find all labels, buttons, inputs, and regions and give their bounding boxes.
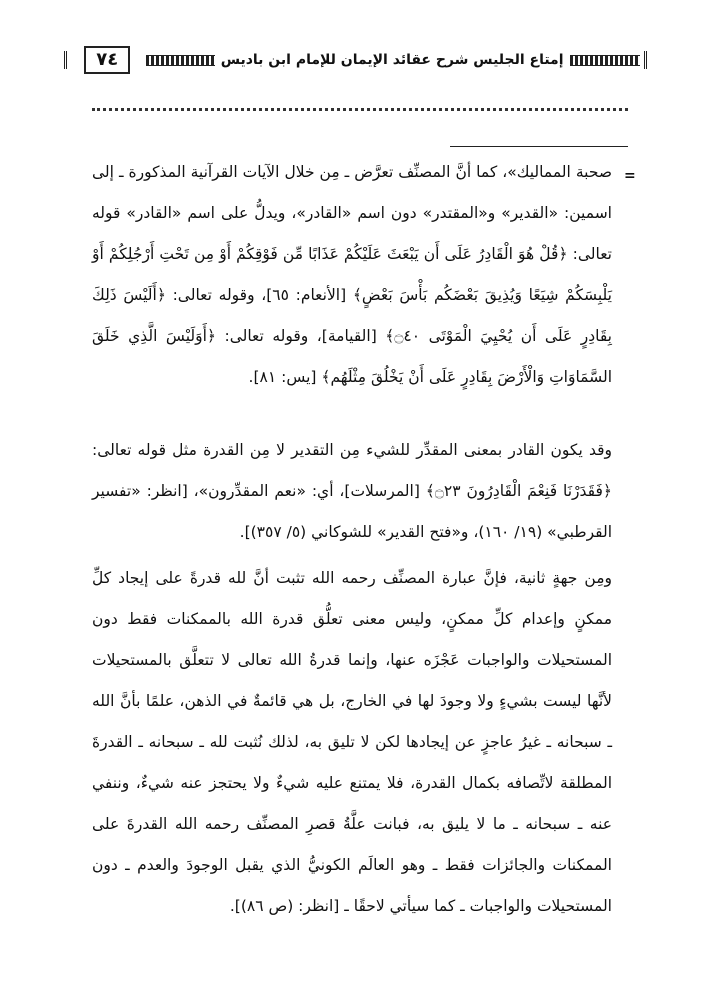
paragraph-1	[92, 152, 612, 398]
continuation-mark: =	[624, 168, 636, 184]
paragraph-1-text: صحبة المماليك»، كما أنَّ المصنِّف تعرَّض ـ مِن خلال الآيات القرآنية المذكورة ـ إلى اسمين: «القدير» و«المقتدر» دون اسم «القادر»، ويدلُّ على اسم «القادر» قوله تعالى: ﴿قُلْ هُوَ الْقَادِرُ عَلَى أَن يَبْعَثَ عَلَيْكُمْ عَذَابًا مِّن فَوْقِكُمْ أَوْ مِن تَحْتِ أَرْجُلِكُمْ أَوْ يَلْبِسَكُمْ شِيَعًا وَيُذِيقَ بَعْضَكُم بَأْسَ بَعْضٍ﴾ [الأنعام: ٦٥]، وقوله تعالى: ﴿أَلَيْسَ ذَلِكَ بِقَادِرٍ عَلَى أَن يُحْيِيَ الْمَوْتَى ۝٤٠﴾ [القيامة]، وقوله تعالى: ﴿أَوَلَيْسَ الَّذِي خَلَقَ السَّمَاوَاتِ وَالْأَرْضَ بِقَادِرٍ عَلَى أَنْ يَخْلُقَ مِثْلَهُم﴾ [يس: ٨١].	[92, 163, 612, 386]
footnote-rule	[450, 146, 628, 147]
header-ornament-bar-left	[146, 55, 214, 66]
header-ornament-bar-right	[570, 55, 640, 66]
paragraph-3	[92, 558, 612, 927]
page-header	[60, 44, 656, 76]
page-number: ٧٤	[84, 46, 130, 74]
paragraph-2	[92, 430, 612, 553]
header-ornament-left	[64, 51, 72, 69]
book-title: إمتاع الجليس شرح عقائد الإيمان للإمام ابن باديس	[220, 52, 564, 68]
dotted-separator	[92, 102, 628, 111]
paragraph-2-text: وقد يكون القادر بمعنى المقدِّر للشيء مِن التقدير لا مِن القدرة مثل قوله تعالى: ﴿فَقَدَرْنَا فَنِعْمَ الْقَادِرُونَ ۝٢٣﴾ [المرسلات]، أي: «نعم المقدِّرون»، [انظر: «تفسير القرطبي» (١٩/ ١٦٠)، و«فتح القدير» للشوكاني (٥/ ٣٥٧)].	[92, 441, 612, 541]
header-ornament-right	[644, 51, 652, 69]
paragraph-3-text: ومِن جهةٍ ثانية، فإنَّ عبارة المصنِّف رحمه الله تثبت أنَّ لله قدرةً على إيجاد كلِّ ممكنٍ وإعدام كلِّ ممكنٍ، وليس معنى تعلُّق قدرة الله بالممكنات فقط دون المستحيلات والواجبات عَجْزَه عنها، وإنما قدرةُ الله تعالى لا تتعلَّق بالمستحيلات لأنَّها ليست بشيءٍ ولا وجودَ لها في الخارج، بل هي قائمةٌ في الذهن، علمًا بأنَّ الله ـ سبحانه ـ غيرُ عاجزٍ عن إيجادها لكن لا تليق به، لذلك نُثبت لله ـ سبحانه ـ القدرةَ المطلقة لاتِّصافه بكمال القدرة، فلا يمتنع عليه شيءٌ ولا يحتجز عنه شيءٌ، وننفي عنه ـ سبحانه ـ ما لا يليق به، فبانت علَّةُ قصرِ المصنِّف رحمه الله القدرةَ على الممكنات والجائزات فقط ـ وهو العالَم الكونيُّ الذي يقبل الوجودَ والعدم ـ دون المستحيلات والواجبات ـ كما سيأتي لاحقًا ـ [انظر: (ص ٨٦)].	[92, 569, 612, 915]
